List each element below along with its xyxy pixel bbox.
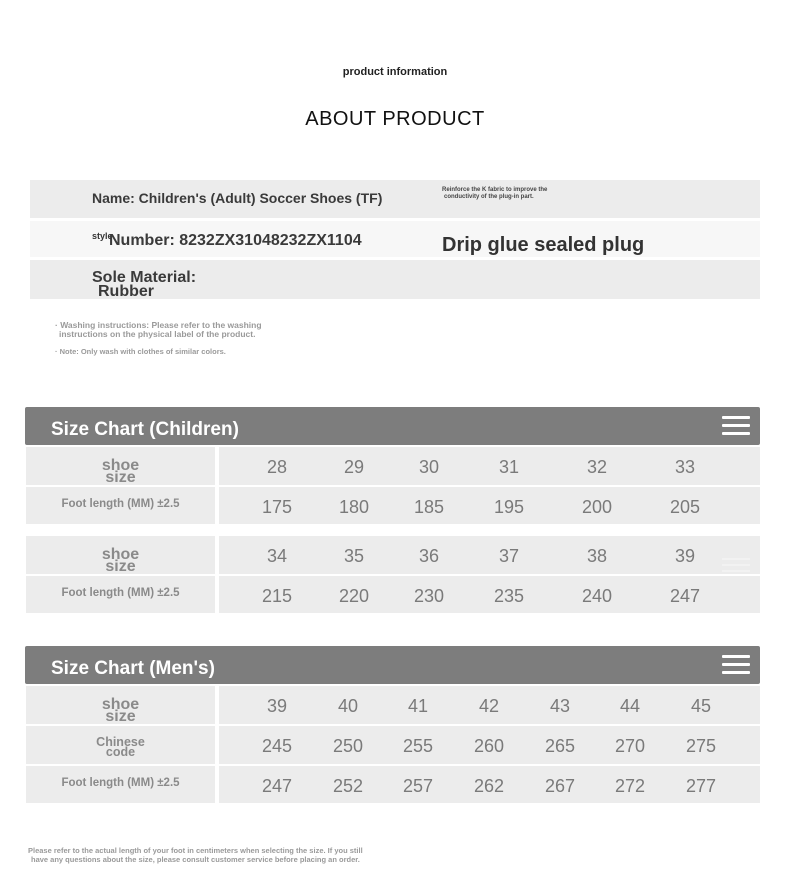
length-cell: 230 [413,586,445,606]
product-name: Name: Children's (Adult) Soccer Shoes (TF) [92,190,383,206]
sole-material-label: Sole Material: [92,269,197,286]
children-sizes-row-1 [219,447,760,485]
shoe-size-label [26,447,215,485]
length-cell: 277 [685,776,717,796]
sole-material-value: Rubber [98,283,154,300]
faint-menu-icon [722,558,750,574]
code-cell: 245 [261,736,293,756]
length-cell: 205 [669,497,701,517]
product-number: Number: 8232ZX31048232ZX1104 [109,232,362,249]
length-cell: 195 [493,497,525,517]
length-cell: 247 [261,776,293,796]
sole-material [92,271,196,299]
length-cell: 235 [493,586,525,606]
length-cell: 185 [413,497,445,517]
code-cell: 270 [614,736,646,756]
shoe-size-label [26,536,215,574]
wash-note: · Note: Only wash with clothes of similar colors. [55,347,226,356]
mens-chart-header [25,646,760,684]
length-cell: 272 [614,776,646,796]
children-sizes-row-2 [219,536,760,574]
length-cell: 247 [669,586,701,606]
footer-line-1: Please refer to the actual length of your foot in centimeters when selecting the size. If you still [28,846,363,855]
footer-line-2: have any questions about the size, please consult customer service before placing an order. [31,855,360,864]
cn-label-word-1: Chinese [96,735,145,749]
code-cell: 260 [473,736,505,756]
size-cell: 32 [586,457,608,477]
mens-chart-title: Size Chart (Men's) [51,658,215,679]
cn-label-word-2: code [105,745,136,759]
children-lengths-row-1 [219,487,760,524]
page-title: ABOUT PRODUCT [305,108,485,130]
shoe-label-word-2: size [105,469,136,486]
size-cell: 29 [343,457,365,477]
shoe-label-word-1: shoe [101,457,140,474]
reinforce-note [442,187,582,201]
size-cell: 33 [674,457,696,477]
foot-length-label: Foot length (MM) ±2.5 [26,576,215,613]
reinforce-line-2: conductivity of the plug-in part. [444,194,534,200]
children-chart-header [25,407,760,445]
length-cell: 215 [261,586,293,606]
children-lengths-row-2 [219,576,760,613]
mens-chinese-code-row [219,726,760,764]
size-cell: 44 [619,696,641,716]
drip-glue-feature: Drip glue sealed plug [442,234,645,256]
length-cell: 257 [402,776,434,796]
code-cell: 275 [685,736,717,756]
reinforce-line-1: Reinforce the K fabric to improve the [442,187,548,193]
foot-length-label: Foot length (MM) ±2.5 [26,766,215,803]
chinese-code-label [26,726,215,764]
size-cell: 38 [586,546,608,566]
style-label: style [92,231,113,241]
size-cell: 43 [549,696,571,716]
foot-length-label: Foot length (MM) ±2.5 [26,487,215,524]
wash-line-1: · Washing instructions: Please refer to the washing [55,320,262,330]
washing-instructions [55,321,325,339]
size-cell: 45 [690,696,712,716]
length-cell: 252 [332,776,364,796]
shoe-label-word-1: shoe [101,546,140,563]
size-cell: 35 [343,546,365,566]
size-cell: 39 [674,546,696,566]
children-chart-title: Size Chart (Children) [51,419,239,440]
size-cell: 36 [418,546,440,566]
length-cell: 262 [473,776,505,796]
code-cell: 255 [402,736,434,756]
size-cell: 41 [407,696,429,716]
wash-line-2: instructions on the physical label of the product. [59,329,256,339]
shoe-label-word-1: shoe [101,696,140,713]
length-cell: 200 [581,497,613,517]
mens-sizes-row [219,686,760,724]
size-cell: 30 [418,457,440,477]
shoe-label-word-2: size [105,558,136,575]
menu-icon[interactable] [722,416,750,436]
length-cell: 180 [338,497,370,517]
size-cell: 39 [266,696,288,716]
mens-lengths-row [219,766,760,803]
shoe-size-label [26,686,215,724]
size-cell: 40 [337,696,359,716]
menu-icon[interactable] [722,655,750,675]
size-selection-note [28,846,468,864]
length-cell: 267 [544,776,576,796]
size-cell: 31 [498,457,520,477]
product-information-caption: product information [342,66,448,78]
length-cell: 240 [581,586,613,606]
size-cell: 28 [266,457,288,477]
length-cell: 220 [338,586,370,606]
length-cell: 175 [261,497,293,517]
size-cell: 34 [266,546,288,566]
code-cell: 265 [544,736,576,756]
shoe-label-word-2: size [105,708,136,725]
size-cell: 37 [498,546,520,566]
size-cell: 42 [478,696,500,716]
code-cell: 250 [332,736,364,756]
